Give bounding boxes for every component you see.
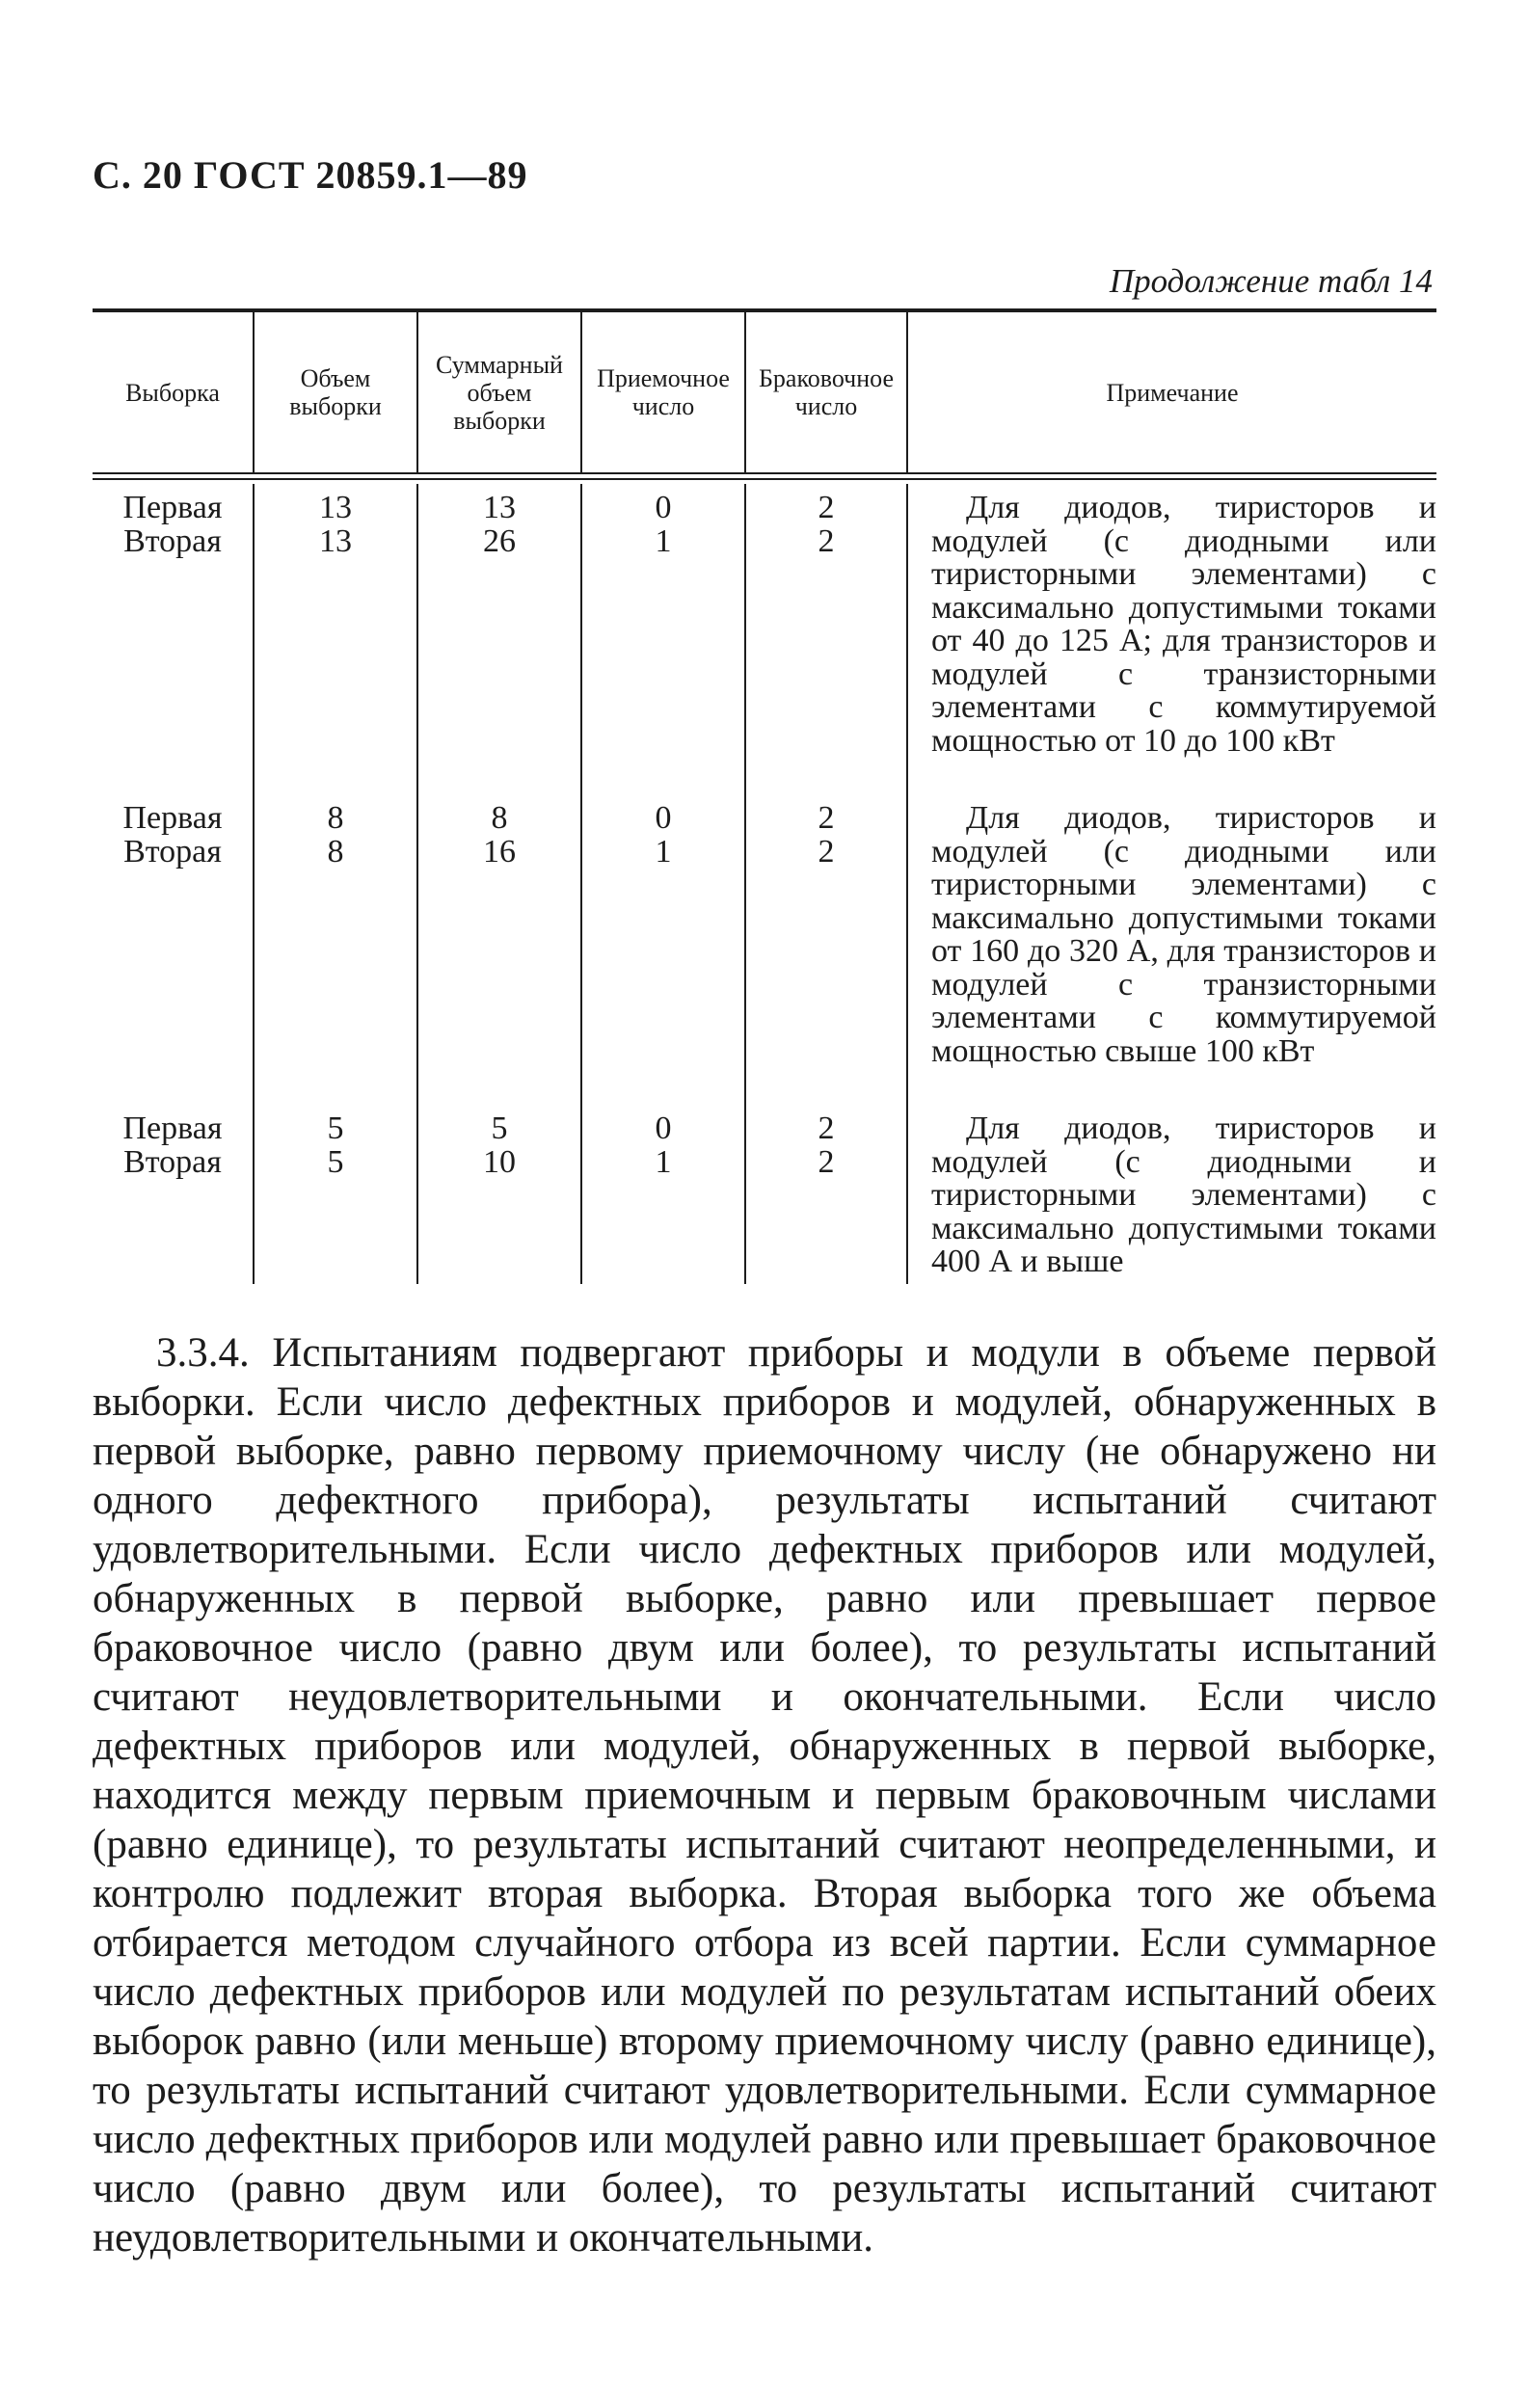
cumulative-value: 5 (491, 1110, 508, 1146)
size-cell (253, 484, 416, 794)
table-row (93, 794, 1436, 1105)
size-value: 8 (327, 833, 344, 870)
sample-label: Вторая (123, 833, 222, 870)
size-value: 13 (319, 522, 352, 559)
reject-value: 2 (818, 800, 835, 836)
sample-label: Первая (122, 800, 223, 836)
accept-value: 0 (655, 490, 672, 525)
table-caption: Продолжение табл 14 (1109, 262, 1433, 300)
reject-cell (744, 1105, 906, 1284)
note-text: Для диодов, тиристоров и модулей (с диодными или тиристорными элементами) с максимально допустимыми токами от 160 до 320 А, для транзисторов и модулей с транзисторными элементами с коммутируемой мощностью свыше 100 кВт (931, 800, 1436, 1069)
sample-label: Вторая (123, 522, 222, 559)
body-paragraph (93, 1328, 1436, 2262)
table-row (93, 1105, 1436, 1284)
column-header: Приемочное число (580, 312, 744, 472)
size-value: 13 (319, 490, 352, 525)
table-body (93, 484, 1436, 1284)
column-header: Браковочное число (744, 312, 906, 472)
note-cell (906, 794, 1436, 1105)
cumulative-value: 8 (491, 800, 508, 836)
cumulative-cell (416, 484, 580, 794)
reject-cell (744, 484, 906, 794)
sample-cell (93, 1105, 253, 1284)
accept-value: 0 (655, 1110, 672, 1146)
page-header: С. 20 ГОСТ 20859.1—89 (93, 153, 528, 197)
sample-label: Первая (122, 1110, 223, 1146)
column-header: Объем выборки (253, 312, 416, 472)
reject-value: 2 (818, 833, 835, 870)
accept-value: 1 (655, 522, 672, 559)
size-value: 8 (327, 800, 344, 836)
size-value: 5 (327, 1110, 344, 1146)
table-header (93, 312, 1436, 474)
sample-cell (93, 484, 253, 794)
data-table (93, 308, 1436, 1284)
accept-value: 0 (655, 800, 672, 836)
sample-label: Первая (122, 490, 223, 525)
accept-cell (580, 794, 744, 1105)
sample-cell (93, 794, 253, 1105)
accept-cell (580, 1105, 744, 1284)
note-cell (906, 484, 1436, 794)
reject-value: 2 (818, 490, 835, 525)
accept-value: 1 (655, 833, 672, 870)
cumulative-value: 10 (483, 1143, 516, 1180)
accept-cell (580, 484, 744, 794)
reject-value: 2 (818, 522, 835, 559)
paragraph-text: 3.3.4. Испытаниям подвергают приборы и модули в объеме первой выборки. Если число дефектных приборов и модулей, обнаруженных в первой выборке, равно первому приемочному числу (не обнаружено ни одного дефектного прибора), результаты испытаний считают удовлетворительными. Если число дефектных приборов или модулей, обнаруженных в первой выборке, равно или превышает первое браковочное число (равно двум или более), то результаты испытаний считают неудовлетворительными и окончательными. Если число дефектных приборов или модулей, обнаруженных в первой выборке, находится между первым приемочным и первым браковочным числами (равно единице), то результаты испытаний считают неопределенными, и контролю подлежит вторая выборка. Вторая выборка того же объема отбирается методом случайного отбора из всей партии. Если суммарное число дефектных приборов или модулей по результатам испытаний обеих выборок равно (или меньше) второму приемочному числу (равно единице), то результаты испытаний считают удовлетворительными. Если суммарное число дефектных приборов или модулей равно или превышает браковочное число (равно двум или более), то результаты испытаний считают неудовлетворительными и окончательными. (93, 1330, 1436, 2261)
cumulative-cell (416, 1105, 580, 1284)
cumulative-value: 26 (483, 522, 516, 559)
column-header: Суммарный объем выборки (416, 312, 580, 472)
column-header: Примечание (906, 312, 1436, 472)
cumulative-value: 16 (483, 833, 516, 870)
note-text: Для диодов, тиристоров и модулей (с диодными и тиристорными элементами) с максимально допустимыми токами 400 А и выше (931, 1110, 1436, 1279)
reject-value: 2 (818, 1143, 835, 1180)
size-cell (253, 1105, 416, 1284)
note-text: Для диодов, тиристоров и модулей (с диодными или тиристорными элементами) с максимально допустимыми токами от 40 до 125 А; для транзисторов и модулей с транзисторными элементами с коммутируемой мощностью от 10 до 100 кВт (931, 490, 1436, 759)
note-cell (906, 1105, 1436, 1284)
reject-cell (744, 794, 906, 1105)
reject-value: 2 (818, 1110, 835, 1146)
size-value: 5 (327, 1143, 344, 1180)
cumulative-value: 13 (483, 490, 516, 525)
table-row (93, 484, 1436, 794)
size-cell (253, 794, 416, 1105)
sample-label: Вторая (123, 1143, 222, 1180)
accept-value: 1 (655, 1143, 672, 1180)
cumulative-cell (416, 794, 580, 1105)
column-header: Выборка (125, 378, 220, 407)
